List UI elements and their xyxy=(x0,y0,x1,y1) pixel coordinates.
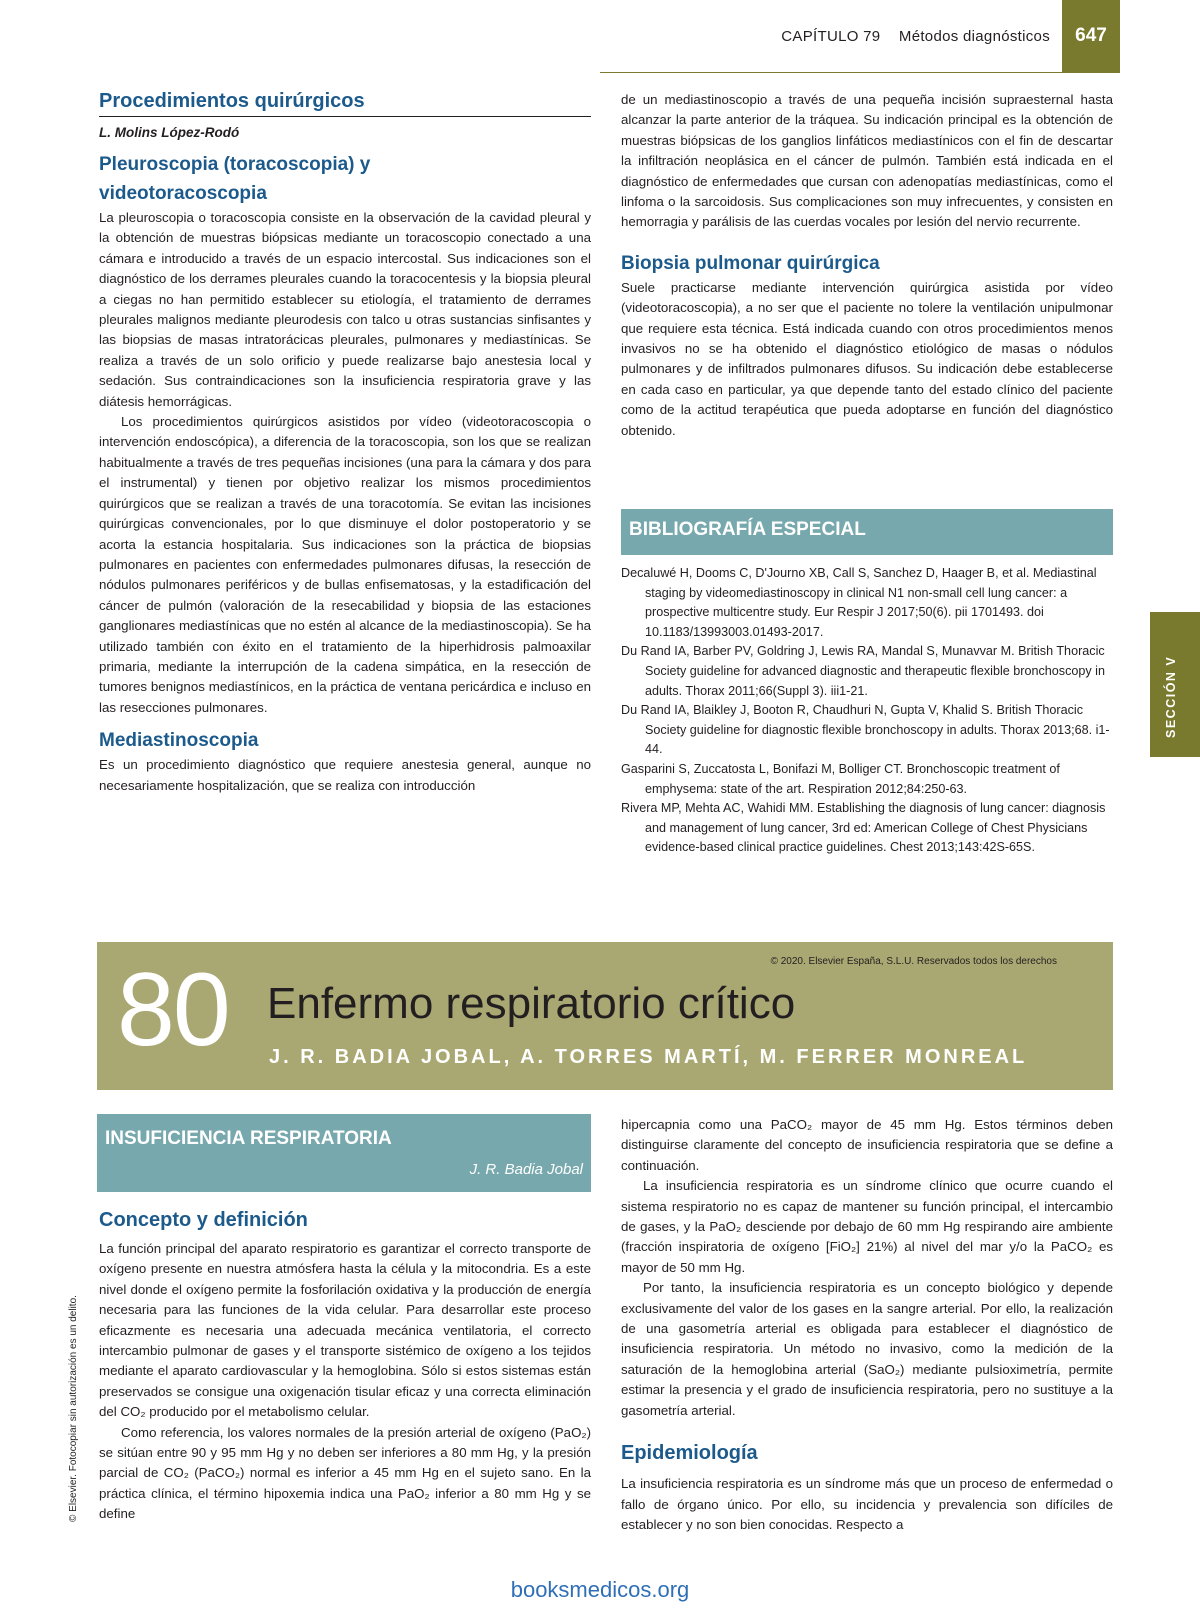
left-column-top xyxy=(99,88,591,796)
footer-site-link[interactable]: booksmedicos.org xyxy=(510,1577,690,1602)
bibliography-item: Rivera MP, Mehta AC, Wahidi MM. Establishing the diagnosis of lung cancer: diagnosis and management of lung cancer, 3rd ed: American College of Chest Physicians evidence-based clinical practice guidelines. Chest 2013;143:42S-65S. xyxy=(621,801,1106,855)
concepto-title: Concepto y definición xyxy=(99,1209,308,1231)
section-author: L. Molins López-Rodó xyxy=(99,125,240,140)
concepto-paragraph-2: Como referencia, los valores normales de la presión arterial de oxígeno (PaO₂) se sitúan entre 90 y 95 mm Hg y no deben ser inferiores a 80 mm Hg, y la presión parcial de CO₂ (PaCO₂) normal es inferior a 45 mm Hg en el sujeto sano. En la práctica clínica, el término hipoxemia indica una PaO₂ inferior a 80 mm Hg y se define xyxy=(99,1424,591,1522)
biopsia-title: Biopsia pulmonar quirúrgica xyxy=(621,252,880,274)
bibliography-item: Decaluwé H, Dooms C, D'Journo XB, Call S, Sanchez D, Haager B, et al. Mediastinal staging by videomediastinoscopy in clinical N1 non-small cell lung cancer: a prospective multicentre study. Eur Respir J 2017;50(6). pii 1701493. doi 10.1183/13993003.01493-2017. xyxy=(621,566,1097,639)
pleuroscopia-paragraph-2: Los procedimientos quirúrgicos asistidos por vídeo (videotoracoscopia o intervención endoscópica), a diferencia de la toracoscopia, son los que se realizan habitualmente a través de tres pequeñas incisiones (una para la cámara y dos para el instrumental) y tienen por objetivo realizar los mismos procedimientos quirúrgicos que se realizan a través de una toracotomía. Se evitan las incisiones quirúrgicas convencionales, por lo que disminuye el dolor postoperatorio y se acorta la estancia hospitalaria. Sus indicaciones son la práctica de biopsias pulmonares en pacientes con enfermedades pulmonares difusas, la resección de nódulos pulmonares periféricos y de bullas enfisematosas, y la estadificación del cáncer de pulmón (valoración de la resecabilidad y biopsia de las estaciones ganglionares mediastínicas que no estén al alcance de la mediastinoscopia). Se ha utilizado también con éxito en el tratamiento de la hiperhidrosis palmoaxilar primaria, mediante la interrupción de la cadena simpática, en la resección de tumores benignos mediastínicos, en la práctica de ventana pericárdica e incluso en las resecciones pulmonares. xyxy=(99,414,591,715)
mediastinoscopia-continuation: de un mediastinoscopio a través de una pequeña incisión supraesternal hasta alcanzar la parte anterior de la tráquea. Su indicación principal es la obtención de muestras biópsicas de los ganglios linfáticos mediastínicos con el fin de descartar la infiltración neoplásica en el cáncer de pulmón. También está indicada en el diagnóstico de enfermedades que cursan con adenopatías mediastínicas, como el linfoma o la sarcoidosis. Sus complicaciones son muy infrecuentes, y consisten en hemorragia y parálisis de las cuerdas vocales por lesión del nervio recurrente. xyxy=(621,92,1113,230)
page-number: 647 xyxy=(1075,25,1107,46)
definicion-paragraph: La insuficiencia respiratoria es un síndrome clínico que ocurre cuando el sistema respiratorio no es capaz de mantener su función principal, el intercambio de gases, y la PaO₂ desciende por debajo de 60 mm Hg respirando aire ambiente (fracción inspiratoria de oxígeno [FiO₂] 21%) al nivel del mar y/o la PaCO₂ es mayor de 50 mm Hg. xyxy=(621,1178,1113,1275)
concepto-paragraph-1: La función principal del aparato respiratorio es garantizar el correcto transporte de oxígeno presente en nuestra atmósfera hasta la célula y la mitocondria. Es a este nivel donde el oxígeno permite la fosforilación oxidativa y la producción de energía necesaria para las funciones de la vida celular. Para desarrollar este proceso eficazmente es necesaria una adecuada mecánica ventilatoria, el correcto intercambio pulmonar de gases y el transporte sistémico de oxígeno a los tejidos mediante el aparato cardiovascular y la hemoglobina. Sólo si estos sistemas están preservados se consigue una oxigenación tisular eficaz y una correcta eliminación del CO₂ producido por el metabolismo celular. xyxy=(99,1241,591,1420)
left-column-bottom xyxy=(99,1206,591,1525)
chapter-number: 80 xyxy=(117,952,229,1068)
right-column-top xyxy=(621,90,1113,441)
epidemiologia-title: Epidemiología xyxy=(621,1442,758,1465)
chapter-banner xyxy=(97,942,1113,1090)
biopsia-paragraph: Suele practicarse mediante intervención quirúrgica asistida por vídeo (videotoracoscopia), a no ser que el paciente no tolere la ventilación unipulmonar que requiere esta técnica. Está indicada cuando con otros procedimientos menos invasivos no se ha obtenido el diagnóstico etiológico de masas o nódulos pulmonares y de infiltrados pulmonares difusos. Su indicación debe establecerse en cada caso en particular, ya que depende tanto del estado clínico del paciente como de la actitud terapéutica que pueda adoptarse en función del diagnóstico obtenido. xyxy=(621,279,1113,438)
page-number-tab xyxy=(1062,0,1120,73)
right-column-bottom xyxy=(621,1115,1113,1535)
mediastinoscopia-paragraph: Es un procedimiento diagnóstico que requiere anestesia general, aunque no necesariamente hospitalización, que se realiza con introducción xyxy=(99,757,591,793)
running-header xyxy=(781,28,1050,45)
pleuroscopia-paragraph-1: La pleuroscopia o toracoscopia consiste en la observación de la cavidad pleural y la obtención de muestras biópsicas mediante un toracoscopio conectado a una cámara e introducido a través de un espacio intercostal. Sus indicaciones son el diagnóstico de los derrames pleurales cuando la toracocentesis y la biopsia pleural a ciegas no han permitido establecer su etiología, el tratamiento de derrames pleurales malignos mediante pleurodesis con talco u otras sustancias sinfisantes y las biopsias de masas intratorácicas pleurales, pulmonares y mediastínicas. Se realiza a través de un solo orificio y puede realizarse bajo anestesia local y sedación. Sus contraindicaciones son la insuficiencia respiratoria grave y las diátesis hemorrágicas. xyxy=(99,210,591,409)
hipercapnia-paragraph: hipercapnia como una PaCO₂ mayor de 45 mm Hg. Estos términos deben distinguirse claramente del concepto de insuficiencia respiratoria que se define a continuación. xyxy=(621,1117,1113,1173)
section-label: SECCIÓN V xyxy=(1164,655,1178,738)
mediastinoscopia-title: Mediastinoscopia xyxy=(99,730,259,752)
running-header-chapter: CAPÍTULO 79 xyxy=(781,28,881,45)
bibliography-title: BIBLIOGRAFÍA ESPECIAL xyxy=(629,519,866,540)
header-rule xyxy=(600,72,1062,73)
section-side-tab xyxy=(1150,612,1200,757)
bibliography-item: Gasparini S, Zuccatosta L, Bonifazi M, Bolliger CT. Bronchoscopic treatment of emphysema: state of the art. Respiration 2012;84:250-63. xyxy=(621,761,1060,796)
insuficiencia-title: INSUFICIENCIA RESPIRATORIA xyxy=(105,1128,392,1149)
copyright-credit: © Elsevier. Fotocopiar sin autorización es un delito. xyxy=(68,1295,79,1522)
pleuroscopia-title: Pleuroscopia (toracoscopia) y videotoracoscopia xyxy=(99,154,371,204)
running-header-title: Métodos diagnósticos xyxy=(898,28,1050,45)
chapter-authors: J. R. BADIA JOBAL, A. TORRES MARTÍ, M. FERRER MONREAL xyxy=(269,1046,1028,1068)
bibliography-list xyxy=(621,564,1113,858)
bibliography-item: Du Rand IA, Blaikley J, Booton R, Chaudhuri N, Gupta V, Khalid S. British Thoracic Society guideline for diagnostic flexible bronchoscopy in adults. Thorax 2013;68. i1-44. xyxy=(621,703,1110,757)
insuficiencia-header-box xyxy=(97,1114,591,1192)
insuficiencia-author: J. R. Badia Jobal xyxy=(469,1161,583,1178)
epidemiologia-paragraph: La insuficiencia respiratoria es un síndrome más que un proceso de enfermedad o fallo de órgano único. Por ello, su incidencia y prevalencia son difíciles de establecer y no son bien conocidas. Respecto a xyxy=(621,1476,1113,1532)
chapter-title: Enfermo respiratorio crítico xyxy=(267,979,796,1028)
chapter-copyright: © 2020. Elsevier España, S.L.U. Reservados todos los derechos xyxy=(770,956,1057,967)
bibliography-item: Du Rand IA, Barber PV, Goldring J, Lewis RA, Mandal S, Munavvar M. British Thoracic Society guideline for advanced diagnostic and therapeutic flexible bronchoscopy in adults. Thorax 2011;66(Suppl 3). iii1-21. xyxy=(621,644,1105,698)
bibliography-header xyxy=(621,509,1113,555)
section-title: Procedimientos quirúrgicos xyxy=(99,88,591,117)
gasometria-paragraph: Por tanto, la insuficiencia respiratoria es un concepto biológico y depende exclusivamente del valor de los gases en la sangre arterial. Por ello, la realización de una gasometría arterial es obligada para establecer el diagnóstico de insuficiencia respiratoria. Un método no invasivo, como la medición de la saturación de la hemoglobina arterial (SaO₂) mediante pulsioximetría, permite estimar la presencia y el grado de insuficiencia respiratoria, pero no sustituye a la gasometría arterial. xyxy=(621,1280,1113,1418)
